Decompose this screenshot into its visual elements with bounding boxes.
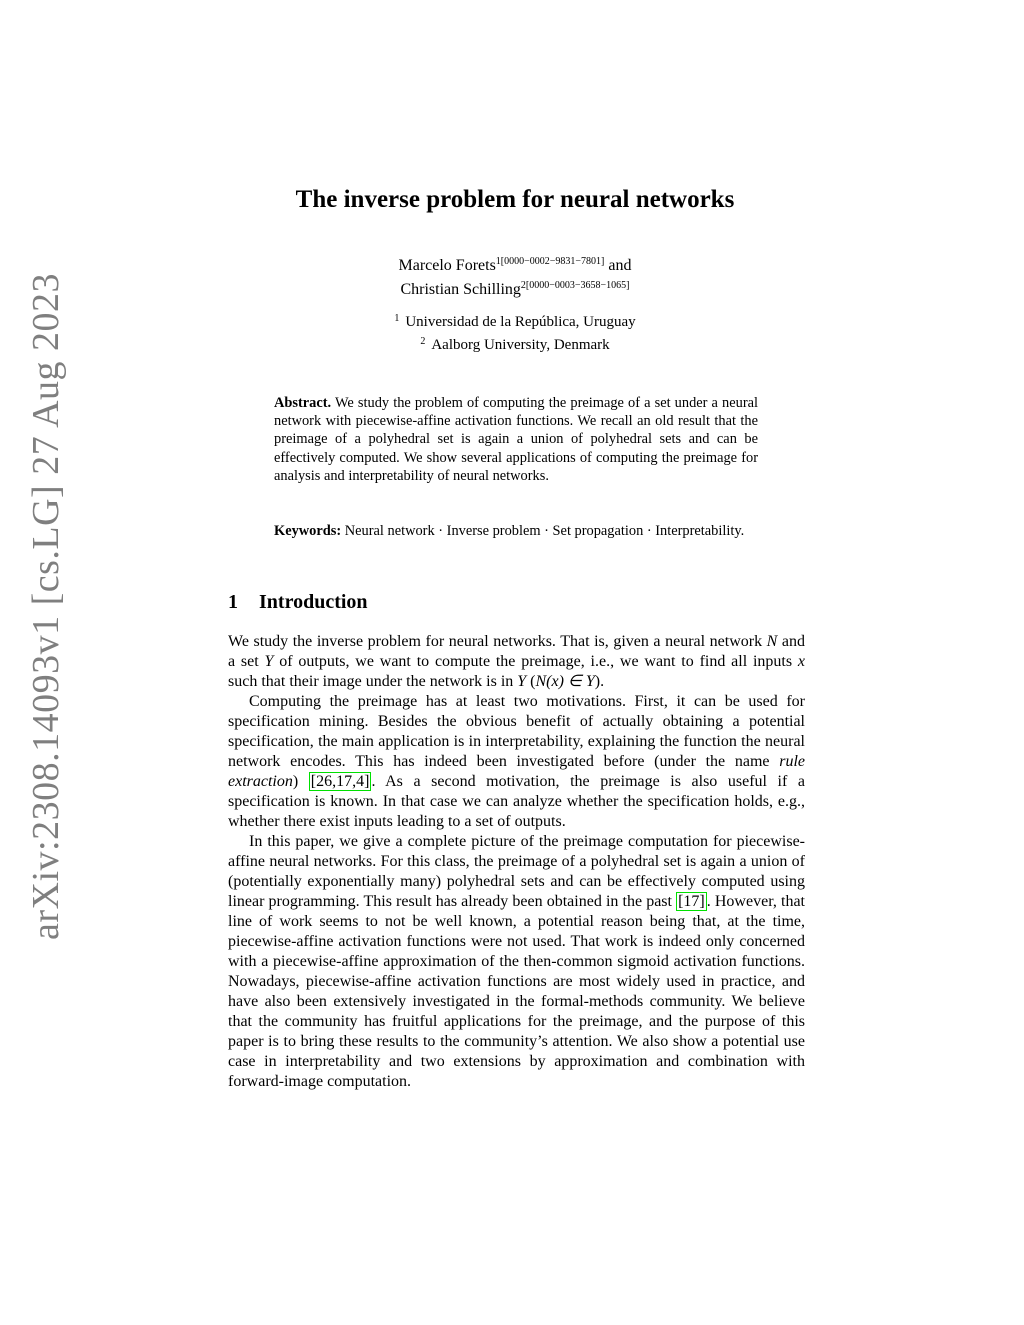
- text-run: of outputs, we want to compute the preimage, i.e., we want to find all inputs: [273, 653, 798, 670]
- paragraph-2: [228, 692, 805, 832]
- arxiv-identifier: arXiv:2308.14093v1 [cs.LG] 27 Aug 2023: [25, 272, 67, 940]
- paragraph-3: [228, 832, 805, 1092]
- math-symbol: N: [766, 633, 778, 650]
- author-name: Marcelo Forets: [398, 257, 496, 274]
- section-number: 1: [228, 591, 238, 613]
- author-2: [0, 276, 1024, 300]
- text-run: We study the inverse problem for neural networks. That is, given a neural network: [228, 633, 767, 650]
- author-block: [0, 252, 1024, 300]
- affiliation-1: [0, 309, 1024, 332]
- text-run: such that their image under the network is in: [228, 673, 518, 690]
- body-text: [228, 632, 805, 1092]
- affiliation-number: 1: [394, 313, 400, 324]
- text-run: ).: [594, 673, 605, 690]
- abstract-text: We study the problem of computing the preimage of a set under a neural network with piecewise-affine activation functions. We recall an old result that the preimage of a polyhedral set is again a union of polyhedral sets and can be effectively computed. We show several applications of computing the preimage for analysis and interpretability of neural networks.: [274, 395, 758, 484]
- author-1: [0, 252, 1024, 276]
- math-symbol: Y: [264, 653, 274, 670]
- text-run: ): [292, 773, 309, 790]
- section-heading: [228, 591, 368, 614]
- affiliation-text: Aalborg University, Denmark: [431, 337, 610, 353]
- keywords-text: Neural network · Inverse problem · Set propagation · Interpretability.: [344, 523, 745, 539]
- affiliation-number: 2: [420, 336, 426, 347]
- text-run: and a set: [228, 633, 805, 670]
- keywords-label: Keywords:: [274, 523, 342, 539]
- abstract: [274, 394, 758, 485]
- abstract-label: Abstract.: [274, 395, 332, 411]
- text-run: . However, that line of work seems to not be well known, a potential reason being that, at the time, piecewise-affine activation functions were not used. That work is indeed only concerned with a piecewise-affine approximation of the then-common sigmoid activation functions. Nowadays, piecewise-affine activation functions are most widely used in practice, and have also been extensively investigated in the formal-methods community. We believe that the community has fruitful applications for the preimage, and the purpose of this paper is to bring these results to the community’s attention. We also show a potential use case in interpretability and two extensions by approximation and combination with forward-image computation.: [228, 893, 805, 1090]
- paper-title: The inverse problem for neural networks: [295, 186, 735, 213]
- text-run: (: [526, 673, 536, 690]
- affiliations: [0, 309, 1024, 355]
- paragraph-1: [228, 632, 805, 692]
- author-orcid[interactable]: 1[0000−0002−9831−7801]: [495, 256, 605, 267]
- author-name: Christian Schilling: [400, 281, 521, 298]
- citation-link[interactable]: [17]: [678, 893, 705, 910]
- citation-link[interactable]: [26,17,4]: [310, 773, 370, 790]
- text-run: Computing the preimage has at least two motivations. First, it can be used for specification mining. Besides the obvious benefit of actually obtaining a potential specification, the main application is in interpretability, explaining the function the neural network encodes. This has indeed been investigated before (under the name: [228, 693, 805, 770]
- section-title: Introduction: [259, 591, 368, 613]
- keywords: [274, 522, 758, 540]
- affiliation-text: Universidad de la República, Uruguay: [405, 314, 636, 330]
- text-run: . As a second motivation, the preimage is also useful if a specification is known. In that case we can analyze whether the specification holds, e.g., whether there exist inputs leading to a set of outputs.: [228, 773, 806, 830]
- math-expression: N(x) ∈ Y: [535, 673, 595, 690]
- math-symbol: x: [797, 653, 806, 670]
- author-conjunction: and: [604, 257, 632, 274]
- affiliation-2: [0, 332, 1024, 355]
- math-symbol: Y: [517, 673, 527, 690]
- text-run: In this paper, we give a complete picture of the preimage computation for piecewise-affine neural networks. For this class, the preimage of a polyhedral set is again a union of (potentially exponentially many) polyhedral sets and can be effectively computed using linear programming. This result has already been obtained in the past: [228, 833, 805, 910]
- author-orcid[interactable]: 2[0000−0003−3658−1065]: [520, 280, 630, 291]
- emphasis: rule extraction: [228, 753, 805, 790]
